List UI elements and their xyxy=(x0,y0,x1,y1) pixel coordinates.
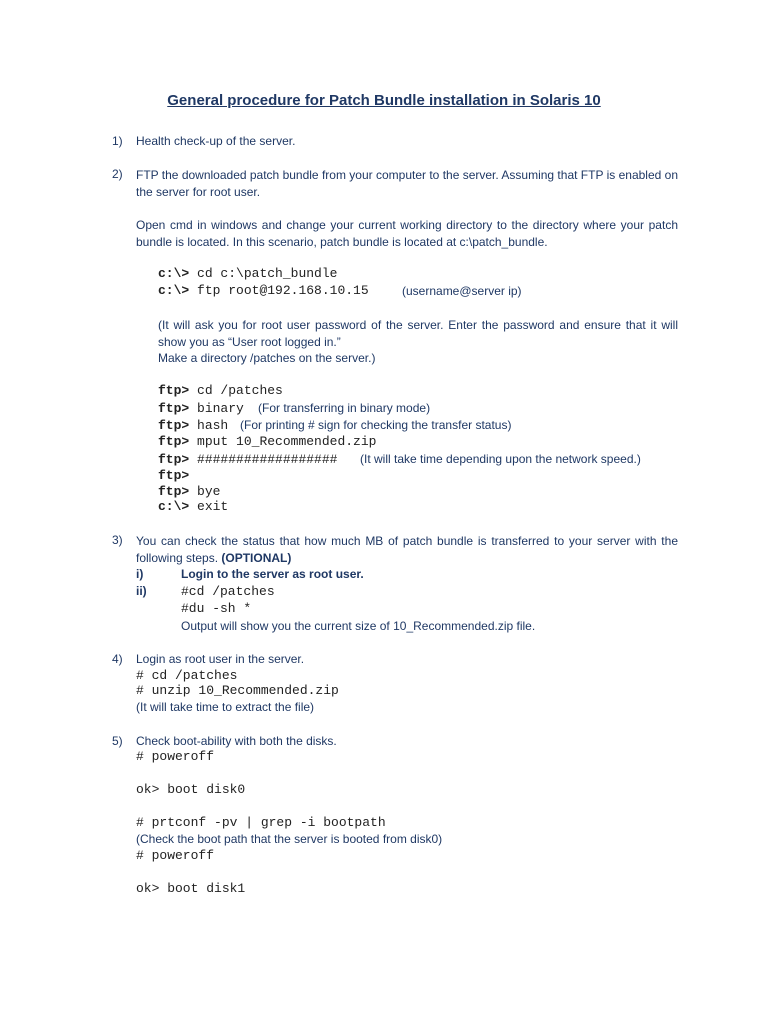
step-5-note: (Check the boot path that the server is booted from disk0) xyxy=(136,832,443,846)
substep-ii-label: ii) xyxy=(136,584,147,598)
exit-line xyxy=(158,499,228,514)
hash-note: (For printing # sign for checking the transfer status) xyxy=(240,418,512,432)
ftp-command: bye xyxy=(197,484,221,499)
step-4-number: 4) xyxy=(112,652,123,666)
step-5-cmd-4: # poweroff xyxy=(136,848,215,863)
make-directory-note: Make a directory /patches on the server.) xyxy=(158,351,376,365)
page-title: General procedure for Patch Bundle installation in Solaris 10 xyxy=(167,92,601,109)
ftp-prompt: ftp> xyxy=(158,434,190,449)
cmd-text: ftp root@192.168.10.15 xyxy=(197,283,369,298)
step-5-cmd-3: # prtconf -pv | grep -i bootpath xyxy=(136,815,386,830)
cmd-text: cd c:\patch_bundle xyxy=(197,266,338,281)
ftp-line-2 xyxy=(158,401,244,416)
network-speed-note: (It will take time depending upon the network speed.) xyxy=(360,452,641,466)
ftp-prompt: ftp> xyxy=(158,418,190,433)
step-4-text: Login as root user in the server. xyxy=(136,652,305,666)
step-4-note: (It will take time to extract the file) xyxy=(136,700,315,714)
step-4-cmd-2: # unzip 10_Recommended.zip xyxy=(136,683,339,698)
step-5-cmd-5: ok> boot disk1 xyxy=(136,881,246,896)
ftp-command: ################## xyxy=(197,452,338,467)
ftp-line-3 xyxy=(158,418,228,433)
ftp-prompt: ftp> xyxy=(158,484,190,499)
ftp-line-1 xyxy=(158,383,283,398)
step-5-cmd-1: # poweroff xyxy=(136,749,215,764)
ftp-command: hash xyxy=(197,418,229,433)
step-2-number: 2) xyxy=(112,167,123,181)
substep-i-text: Login to the server as root user. xyxy=(181,567,364,581)
step-2-paragraph-2: Open cmd in windows and change your current working directory to the directory where your patch bundle is located. In this scenario, patch bundle is located at c:\patch_bundle. xyxy=(136,218,678,249)
step-5-number: 5) xyxy=(112,734,123,748)
step-5-cmd-2: ok> boot disk0 xyxy=(136,782,246,797)
binary-note: (For transferring in binary mode) xyxy=(258,401,431,415)
ftp-line-7 xyxy=(158,484,220,499)
cmd-prompt: c:\> xyxy=(158,283,190,298)
step-2-paragraph-1: FTP the downloaded patch bundle from your computer to the server. Assuming that FTP is enabled on the server for root user. xyxy=(136,168,678,199)
substep-ii-note: Output will show you the current size of 10_Recommended.zip file. xyxy=(181,619,536,633)
ftp-prompt: ftp> xyxy=(158,468,190,483)
ftp-prompt: ftp> xyxy=(158,383,190,398)
ftp-line-6 xyxy=(158,468,189,483)
cmd-prompt: c:\> xyxy=(158,266,190,281)
substep-ii-cmd-1: #cd /patches xyxy=(181,584,275,599)
ftp-command: binary xyxy=(197,401,244,416)
optional-label: (OPTIONAL) xyxy=(221,551,292,565)
step-3-text: You can check the status that how much MB of patch bundle is transferred to your server with the following steps. xyxy=(136,534,678,565)
step-3-number: 3) xyxy=(112,533,123,547)
cmd-line-2 xyxy=(158,283,369,298)
ftp-line-4 xyxy=(158,434,376,449)
substep-i-label: i) xyxy=(136,567,144,581)
step-5-text: Check boot-ability with both the disks. xyxy=(136,734,337,748)
cmd-2-note: (username@server ip) xyxy=(402,284,522,298)
ftp-line-5 xyxy=(158,452,337,467)
password-note: (It will ask you for root user password of the server. Enter the password and ensure that it will show you as “User root logged in.” xyxy=(158,318,678,349)
step-3-paragraph xyxy=(136,533,678,567)
ftp-command: cd /patches xyxy=(197,383,283,398)
cmd-text: exit xyxy=(197,499,229,514)
cmd-prompt: c:\> xyxy=(158,499,190,514)
ftp-prompt: ftp> xyxy=(158,452,190,467)
cmd-line-1 xyxy=(158,266,337,281)
ftp-prompt: ftp> xyxy=(158,401,190,416)
step-1-number: 1) xyxy=(112,134,123,148)
step-4-cmd-1: # cd /patches xyxy=(136,668,238,683)
step-1-text: Health check-up of the server. xyxy=(136,134,296,148)
substep-ii-cmd-2: #du -sh * xyxy=(181,601,252,616)
ftp-command: mput 10_Recommended.zip xyxy=(197,434,377,449)
